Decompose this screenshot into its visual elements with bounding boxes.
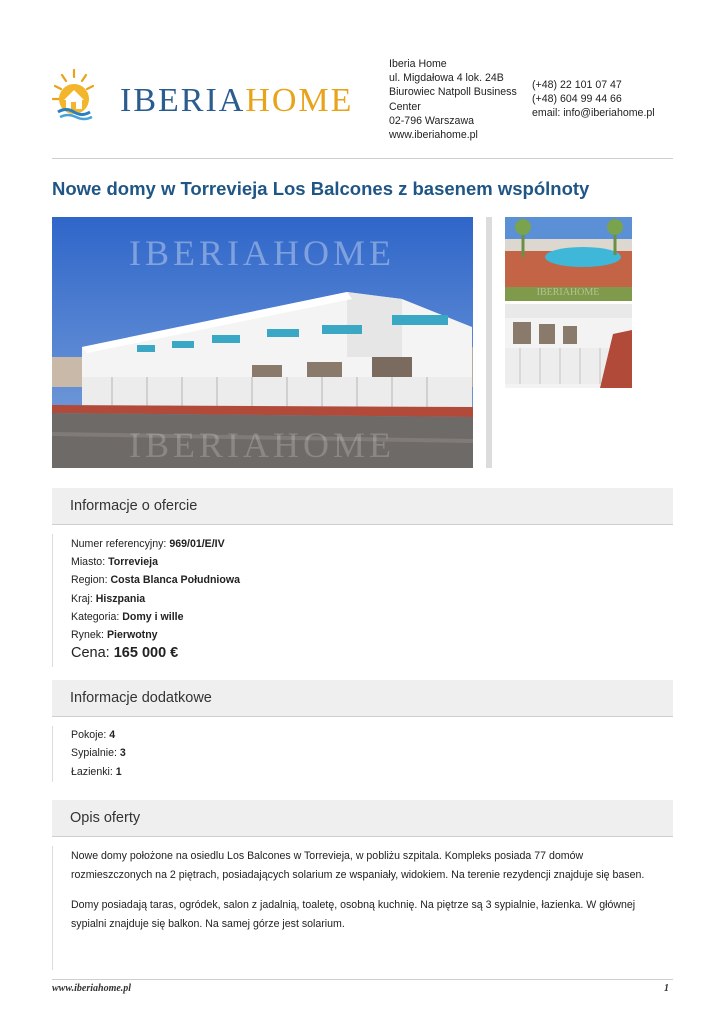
page-title: Nowe domy w Torrevieja Los Balcones z basenem wspólnoty [52,178,590,199]
logo-wordmark: IBERIAHOME [120,82,354,119]
website-link[interactable]: www.iberiahome.pl [389,129,478,142]
field-city: Miasto: Torrevieja [71,556,158,568]
gallery-scrollbar[interactable] [486,217,492,468]
price: Cena: 165 000 € [71,645,179,661]
address-line: Biurowiec Natpoll Business [389,86,517,99]
footer-url[interactable]: www.iberiahome.pl [52,983,132,994]
section-offer-body [52,534,673,667]
section-description-header [52,800,673,837]
section-description-body [52,846,673,970]
watermark-text: IBERIAHOME [129,233,395,273]
field-reference: Numer referencyjny: 969/01/E/IV [71,538,225,550]
address-line: ul. Migdałowa 4 lok. 24B [389,72,504,85]
townhouses-photo [52,217,473,468]
section-title: Opis oferty [70,810,141,826]
phone-2: (+48) 604 99 44 66 [532,93,622,106]
field-category: Kategoria: Domy i wille [71,611,184,623]
section-extra-body [52,726,673,782]
section-extra-header [52,680,673,717]
header-divider [52,158,673,159]
sun-house-icon [52,66,122,122]
address-line: Center [389,100,421,113]
phone-1: (+48) 22 101 07 47 [532,79,622,91]
footer-divider [52,979,673,980]
field-region: Region: Costa Blanca Południowa [71,574,240,586]
thumbnail-pool[interactable] [505,217,632,301]
watermark-text: IBERIAHOME [129,425,395,465]
field-market: Rynek: Pierwotny [71,629,158,641]
field-bathrooms: Łazienki: 1 [71,766,122,778]
description-paragraph: Domy posiadają taras, ogródek, salon z jadalnią, toaletę, osobną kuchnię. Na piętrze są 3 sypialnie, łazienka. W głównej sypialni znajduje się balkon. Na samej górze jest solarium. [71,899,636,930]
section-title: Informacje dodatkowe [70,690,212,706]
section-title: Informacje o ofercie [70,498,198,514]
section-offer-header [52,488,673,525]
main-photo[interactable] [52,217,473,468]
address-line: 02-796 Warszawa [389,114,474,127]
field-bedrooms: Sypialnie: 3 [71,747,126,759]
company-address [389,57,529,142]
address-line: Iberia Home [389,58,447,70]
email-link[interactable]: email: info@iberiahome.pl [532,107,655,120]
field-rooms: Pokoje: 4 [71,729,116,741]
company-contact [532,78,655,121]
pool-photo [505,217,632,301]
watermark-text: IBERIAHOME [536,287,600,298]
description-paragraph: Nowe domy położone na osiedlu Los Balcones w Torrevieja, w pobliżu szpitala. Kompleks posiada 77 domów rozmieszczonych na 2 piętrach, posiadających solarium ze wspaniały, widokiem. Na terenie rezydencji znajduje się basen. [71,850,645,881]
thumbnail-houses[interactable] [505,304,632,388]
page-number: 1 [664,983,669,994]
houses-photo [505,304,632,388]
field-country: Kraj: Hiszpania [71,593,146,605]
